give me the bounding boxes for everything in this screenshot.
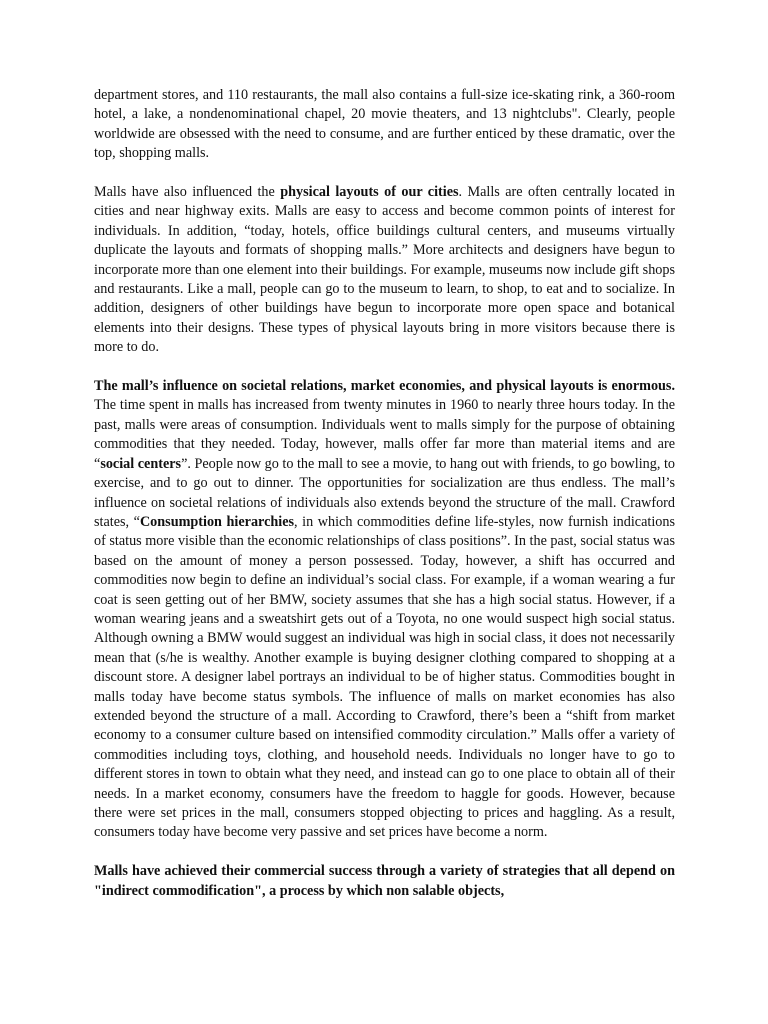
text-run: ”. People now go to the mall to see a movie, to hang out with friends, to go bowling, to exercise, and to go out to dinner. The opportunities for socialization are thus endless. The mall’s influence on societal relations of individuals also extends beyond the structure of the mall. Crawford states, “	[94, 455, 676, 530]
text-run: department stores, and 110 restaurants, the mall also contains a full-size ice-skating rink, a 360-room hotel, a lake, a nondenominational chapel, 20 movie theaters, and 13 nightclubs". Clearly, people worldwide are obsessed with the need to consume, and are further enticed by these dramatic, over the top, shopping malls.	[94, 87, 675, 162]
bold-text-run: physical layouts of our cities	[280, 184, 459, 201]
text-run: The time spent in malls has increased from twenty minutes in 1960 to nearly three hours today. In the past, malls were areas of consumption. Individuals went to malls simply for the purpose of obtaining commodities that they needed. Today, however, malls offer far more than material items and are “	[94, 397, 675, 472]
paragraph	[94, 183, 675, 358]
paragraph	[94, 377, 675, 843]
bold-text-run: The mall’s influence on societal relations, market economies, and physical layouts is enormous.	[94, 378, 675, 395]
text-run: , in which commodities define life-styles, now furnish indications of status more visible than the economic relationships of class positions”. In the past, social status was based on the amount of money a person possessed. Today, however, a shift has occurred and commodities now begin to define an individual’s social class. For example, if a woman wearing a fur coat is seen getting out of her BMW, society assumes that she has a high social status. However, if a woman wearing jeans and a sweatshirt gets out of a Toyota, no one would suspect high social status. Although owning a BMW would suggest an individual was high in social class, it does not necessarily mean that (s/he is wealthy. Another example is buying designer clothing compared to shopping at a discount store. A designer label portrays an individual to be of higher status. Commodities bought in malls today have become status symbols. The influence of malls on market economies has also extended beyond the structure of a mall. According to Crawford, there’s been a “shift from market economy to a consumer culture based on intensified commodity circulation.” Malls offer a variety of commodities including toys, clothing, and household needs. Individuals no longer have to go to different stores in town to obtain what they need, and instead can go to one place to obtain all of their needs. In a market economy, consumers have the freedom to haggle for goods. However, because there were set prices in the mall, consumers stopped objecting to prices and haggling. As a result, consumers today have become very passive and set prices have become a norm.	[94, 513, 675, 841]
bold-text-run: Consumption hierarchies	[139, 513, 295, 530]
paragraph	[94, 86, 675, 164]
text-run: Malls have also influenced the	[94, 184, 281, 201]
text-run: . Malls are often centrally located in cities and near highway exits. Malls are easy to access and become common points of interest for individuals. In addition, “today, hotels, office buildings cultural centers, and museums virtually duplicate the layouts and formats of shopping malls.” More architects and designers have begun to incorporate more than one element into their buildings. For example, museums now include gift shops and restaurants. Like a mall, people can go to the museum to learn, to shop, to eat and to socialize. In addition, designers of other buildings have begun to incorporate more open space and botanical elements into their designs. These types of physical layouts bring in more visitors because there is more to do.	[94, 184, 675, 356]
bold-text-run: social centers	[100, 455, 182, 472]
paragraph	[94, 862, 675, 901]
document-body-text	[94, 86, 675, 920]
bold-text-run: Malls have achieved their commercial success through a variety of strategies that all depend on "indirect commodification", a process by which non salable objects,	[94, 863, 675, 899]
